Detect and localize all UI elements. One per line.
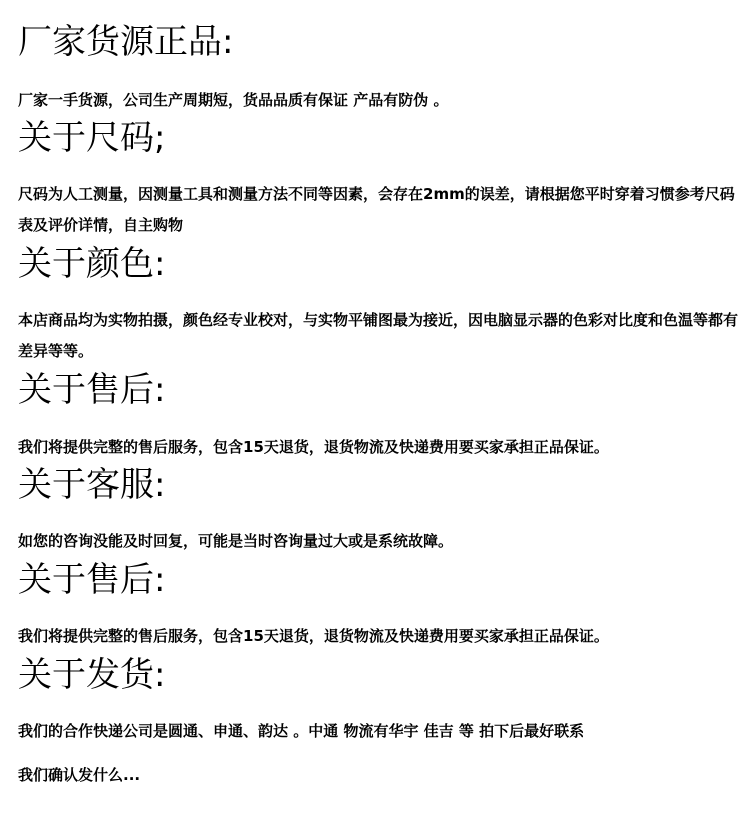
section-body-size: 尺码为人工测量，因测量工具和测量方法不同等因素，会存在2mm的误差，请根据您平时穿着习惯参考尺码表及评价详情，自主购物	[18, 185, 735, 234]
section-heading-shipping: 关于发货:	[18, 655, 166, 695]
section-body-shipping-followup: 我们确认发什么...	[18, 766, 141, 784]
section-body-genuine: 厂家一手货源，公司生产周期短，货品品质有保证 产品有防伪 。	[18, 91, 449, 109]
section-body-after-sales-repeat: 我们将提供完整的售后服务，包含15天退货，退货物流及快递费用要买家承担正品保证。	[18, 627, 609, 645]
section-heading-after-sales-repeat: 关于售后:	[18, 560, 166, 600]
section-heading-after-sales: 关于售后:	[18, 370, 166, 410]
section-heading-customer-service: 关于客服:	[18, 465, 166, 505]
section-heading-genuine: 厂家货源正品:	[18, 22, 234, 62]
section-body-customer-service: 如您的咨询没能及时回复，可能是当时咨询量过大或是系统故障。	[18, 532, 454, 550]
section-heading-color: 关于颜色:	[18, 244, 166, 284]
section-body-shipping: 我们的合作快递公司是圆通、申通、韵达 。中通 物流有华宇 佳吉 等 拍下后最好联系	[18, 722, 585, 740]
section-heading-size: 关于尺码;	[18, 118, 166, 158]
section-body-after-sales: 我们将提供完整的售后服务，包含15天退货，退货物流及快递费用要买家承担正品保证。	[18, 438, 609, 456]
section-body-color: 本店商品均为实物拍摄，颜色经专业校对，与实物平铺图最为接近，因电脑显示器的色彩对比度和色温等都有差异等等。	[18, 311, 739, 360]
